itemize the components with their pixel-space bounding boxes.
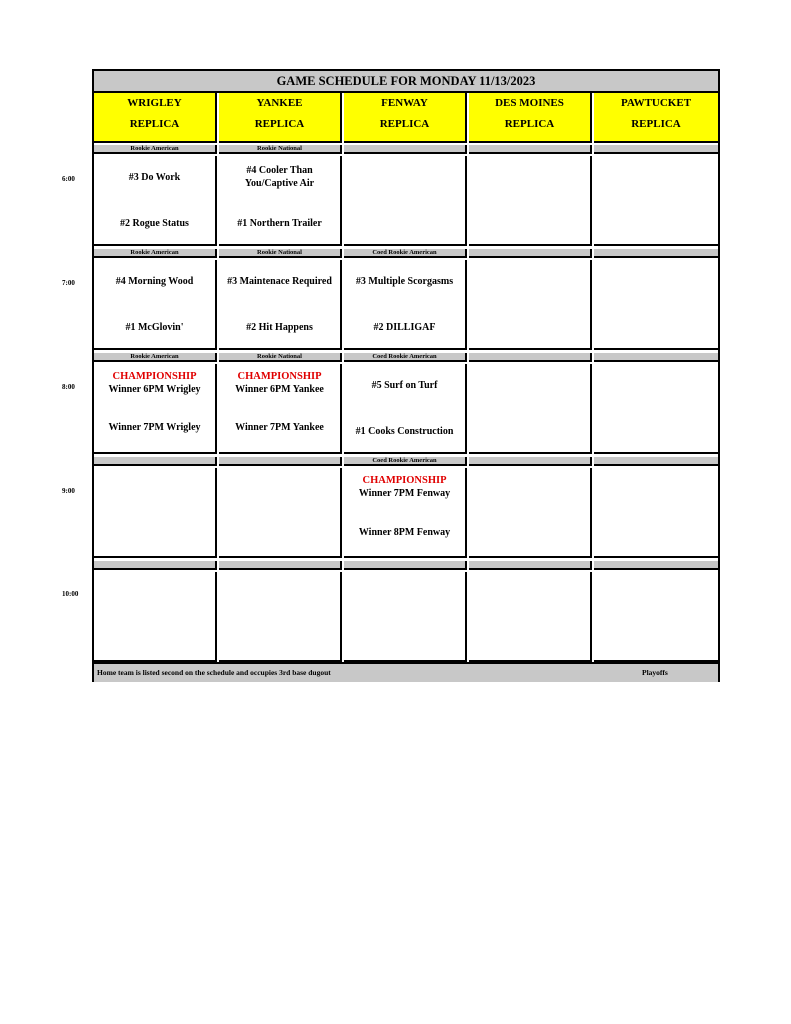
playoffs-label: Playoffs xyxy=(642,668,668,677)
time-label: 10:00 xyxy=(62,590,79,598)
game-cell xyxy=(594,572,718,662)
home-team: #1 Cooks Construction xyxy=(355,426,454,437)
division-label xyxy=(344,561,467,570)
game-cell xyxy=(594,156,718,246)
game-cell xyxy=(469,572,592,662)
game-cell xyxy=(219,468,342,558)
game-cell xyxy=(94,468,217,558)
field-header-pawtucket xyxy=(594,93,718,143)
home-team: #1 Northern Trailer xyxy=(237,218,322,229)
time-label: 8:00 xyxy=(62,383,75,391)
division-label xyxy=(469,145,592,154)
field-sub: REPLICA xyxy=(631,118,681,130)
game-cell xyxy=(219,156,342,246)
field-header-wrigley xyxy=(94,93,217,143)
division-label: Coed Rookie American xyxy=(344,457,467,466)
field-sub: REPLICA xyxy=(379,118,430,130)
division-label xyxy=(594,145,718,154)
division-label xyxy=(219,561,342,570)
division-label xyxy=(594,249,718,258)
division-label: Rookie American xyxy=(94,353,217,362)
field-sub: REPLICA xyxy=(254,118,305,130)
game-cell xyxy=(469,260,592,350)
away-team: Winner 6PM Wrigley xyxy=(108,384,201,395)
away-team: #4 Cooler Than You/Captive Air xyxy=(244,165,315,189)
home-team: Winner 8PM Fenway xyxy=(358,527,451,538)
home-team-note: Home team is listed second on the schedule and occupies 3rd base dugout xyxy=(97,668,331,677)
division-label xyxy=(94,561,217,570)
division-label xyxy=(594,457,718,466)
home-team: Winner 7PM Wrigley xyxy=(108,422,201,433)
division-label xyxy=(219,457,342,466)
home-team: #2 Hit Happens xyxy=(246,322,313,333)
game-cell xyxy=(344,468,467,558)
game-cell xyxy=(594,468,718,558)
field-header-fenway xyxy=(344,93,467,143)
game-cell xyxy=(94,260,217,350)
schedule-title: GAME SCHEDULE FOR MONDAY 11/13/2023 xyxy=(94,71,718,93)
field-sub: REPLICA xyxy=(504,118,555,130)
division-label xyxy=(469,457,592,466)
division-label xyxy=(469,353,592,362)
time-label: 6:00 xyxy=(62,175,75,183)
game-cell xyxy=(219,260,342,350)
division-label xyxy=(594,561,718,570)
division-label: Rookie National xyxy=(219,353,342,362)
division-label xyxy=(94,457,217,466)
game-cell xyxy=(594,364,718,454)
championship-label: CHAMPIONSHIP xyxy=(362,475,447,486)
division-label: Coed Rookie American xyxy=(344,249,467,258)
game-cell xyxy=(469,364,592,454)
game-cell xyxy=(219,364,342,454)
field-name: YANKEE xyxy=(256,97,303,109)
division-label: Rookie National xyxy=(219,249,342,258)
time-label: 7:00 xyxy=(62,279,75,287)
field-name: DES MOINES xyxy=(495,97,564,109)
home-team: #1 McGlovin' xyxy=(125,322,184,333)
away-team: #3 Maintenace Required xyxy=(227,276,332,287)
field-sub: REPLICA xyxy=(129,118,180,130)
division-label: Coed Rookie American xyxy=(344,353,467,362)
game-cell xyxy=(344,364,467,454)
home-team: #2 DILLIGAF xyxy=(373,322,436,333)
field-header-yankee xyxy=(219,93,342,143)
game-cell xyxy=(594,260,718,350)
division-label xyxy=(344,145,467,154)
championship-label: CHAMPIONSHIP xyxy=(237,371,322,382)
away-team: #4 Morning Wood xyxy=(115,276,194,287)
field-name: WRIGLEY xyxy=(127,97,182,109)
field-header-des-moines xyxy=(469,93,592,143)
away-team: #3 Do Work xyxy=(128,172,181,183)
game-cell xyxy=(94,156,217,246)
division-label xyxy=(469,249,592,258)
game-cell xyxy=(344,572,467,662)
game-cell xyxy=(94,572,217,662)
schedule-sheet xyxy=(92,69,720,682)
game-cell xyxy=(344,260,467,350)
division-label: Rookie American xyxy=(94,249,217,258)
division-label xyxy=(594,353,718,362)
game-cell xyxy=(344,156,467,246)
field-name: FENWAY xyxy=(381,97,428,109)
home-team: #2 Rogue Status xyxy=(120,218,189,229)
schedule-footer xyxy=(94,662,718,682)
away-team: Winner 7PM Fenway xyxy=(358,488,451,499)
home-team: Winner 7PM Yankee xyxy=(235,422,324,433)
away-team: Winner 6PM Yankee xyxy=(235,384,324,395)
time-label: 9:00 xyxy=(62,487,75,495)
game-cell xyxy=(469,468,592,558)
championship-label: CHAMPIONSHIP xyxy=(112,371,197,382)
field-name: PAWTUCKET xyxy=(620,97,692,109)
division-label: Rookie American xyxy=(94,145,217,154)
away-team: #3 Multiple Scorgasms xyxy=(355,276,454,287)
division-label: Rookie National xyxy=(219,145,342,154)
away-team: #5 Surf on Turf xyxy=(371,380,438,391)
division-label xyxy=(469,561,592,570)
game-cell xyxy=(469,156,592,246)
game-cell xyxy=(94,364,217,454)
game-cell xyxy=(219,572,342,662)
